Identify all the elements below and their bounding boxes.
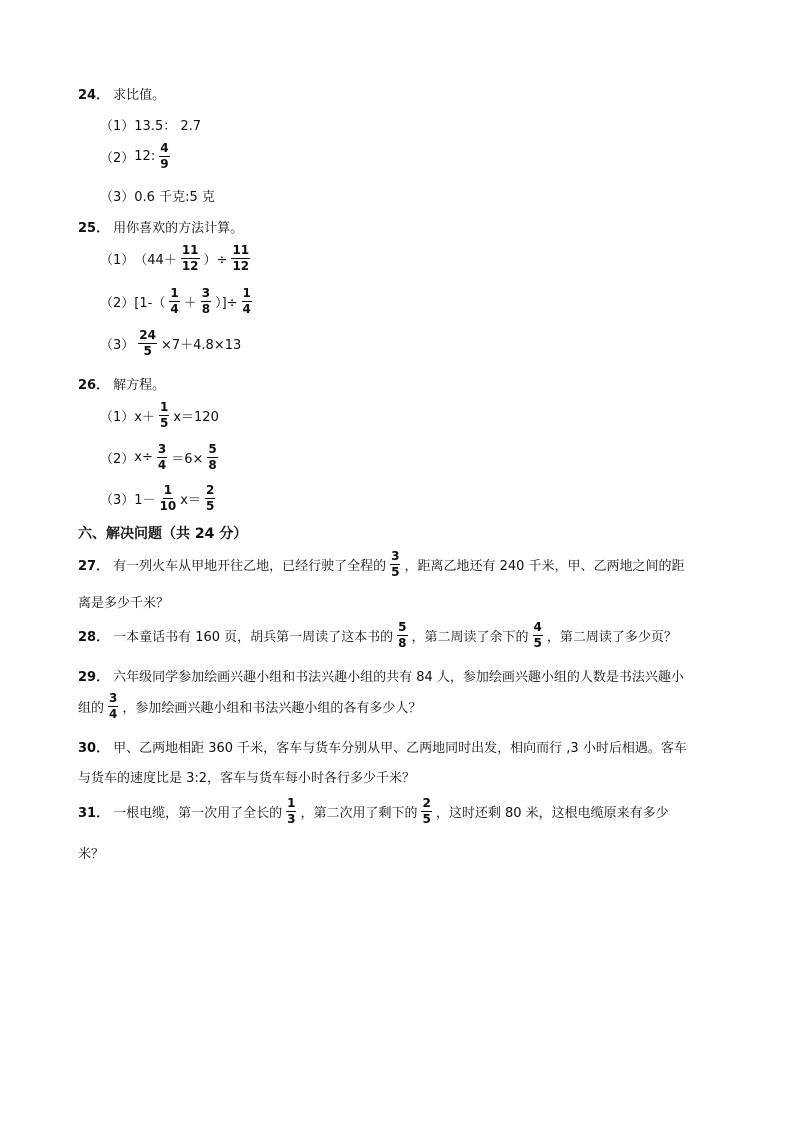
denominator: 12 (232, 259, 250, 273)
q25-item-2 (100, 287, 256, 316)
question-text: 六年级同学参加绘画兴趣小组和书法兴趣小组的共有 84 人，参加绘画兴趣小组的人数是书法兴趣小 (113, 670, 684, 685)
q25-item-3 (100, 329, 241, 358)
item-label: （1） (100, 410, 135, 425)
fraction (181, 244, 200, 273)
q26-item-2 (100, 443, 222, 472)
numerator: 11 (232, 243, 250, 257)
numerator: 4 (160, 141, 169, 155)
item-text: x＝120 (173, 410, 219, 425)
fraction (205, 484, 215, 513)
fraction (169, 287, 179, 316)
question-24-title (78, 84, 165, 103)
item-text: ＝6× (171, 452, 204, 467)
question-25-title (78, 217, 243, 236)
question-text: 米？ (78, 847, 105, 862)
numerator: 24 (139, 328, 156, 342)
question-26-title (78, 374, 165, 393)
fraction (159, 401, 169, 430)
item-label: （1） (100, 253, 135, 268)
item-label: （3） (100, 338, 135, 353)
numerator: 3 (157, 442, 167, 456)
fraction (242, 287, 252, 316)
question-27 (78, 550, 685, 579)
denominator: 8 (208, 458, 217, 472)
question-number: 29． (78, 670, 110, 685)
numerator: 1 (242, 286, 251, 300)
fraction (397, 621, 407, 650)
numerator: 2 (422, 796, 431, 810)
question-text: 求比值。 (113, 88, 166, 103)
fraction (108, 692, 118, 721)
denominator: 8 (398, 636, 407, 650)
item-label: （2） (100, 151, 135, 166)
section-title-text: 六、解决问题（共 24 分） (78, 526, 248, 542)
question-text: ，第二周读了多少页？ (546, 630, 677, 645)
question-29-cont (78, 692, 421, 721)
denominator: 5 (391, 565, 400, 579)
item-label: （3） (100, 190, 135, 205)
item-text: [1-（ (134, 296, 166, 311)
item-text: 12: (134, 149, 156, 164)
item-label: （1） (100, 119, 135, 134)
question-text: 有一列火车从甲地开往乙地，已经行驶了全程的 (113, 559, 387, 574)
item-text: x＝ (180, 493, 201, 508)
q24-item-3 (100, 186, 215, 205)
item-label: （2） (100, 296, 135, 311)
question-27-cont (78, 592, 169, 611)
question-number: 27． (78, 559, 110, 574)
question-28 (78, 621, 677, 650)
fraction (207, 443, 217, 472)
question-number: 24． (78, 88, 110, 103)
numerator: 3 (391, 549, 400, 563)
numerator: 5 (398, 620, 407, 634)
denominator: 12 (181, 259, 199, 273)
item-text: x＋ (134, 410, 155, 425)
denominator: 4 (157, 458, 167, 472)
question-31-cont (78, 843, 104, 862)
denominator: 5 (422, 812, 431, 826)
fraction (421, 797, 431, 826)
question-text: ，第二次用了剩下的 (300, 806, 418, 821)
question-text: ，第二周读了余下的 (411, 630, 529, 645)
question-text: 离是多少千米？ (78, 596, 170, 611)
numerator: 1 (163, 483, 173, 497)
denominator: 8 (201, 302, 211, 316)
question-30-cont (78, 767, 415, 786)
numerator: 3 (109, 691, 118, 705)
fraction (286, 797, 296, 826)
numerator: 2 (205, 483, 215, 497)
item-text: 1－ (134, 493, 156, 508)
question-30 (78, 737, 687, 756)
fraction (138, 329, 157, 358)
q26-item-3 (100, 484, 219, 513)
question-31 (78, 797, 669, 826)
fraction (201, 287, 211, 316)
question-text: 与货车的速度比是 3:2，客车与货车每小时各行多少千米？ (78, 771, 416, 786)
q24-item-2 (100, 142, 174, 171)
item-text: ）÷ (203, 253, 228, 268)
fraction (159, 142, 169, 171)
denominator: 3 (287, 812, 296, 826)
denominator: 5 (159, 416, 169, 430)
section-title (78, 523, 247, 543)
denominator: 4 (242, 302, 251, 316)
item-label: （3） (100, 493, 135, 508)
question-number: 28． (78, 630, 110, 645)
item-text: ×7＋4.8×13 (160, 338, 242, 353)
numerator: 3 (201, 286, 211, 300)
fraction (157, 443, 167, 472)
q25-item-1 (100, 244, 254, 273)
numerator: 4 (533, 620, 542, 634)
item-text: 0.6 千克:5 克 (134, 190, 215, 205)
denominator: 5 (533, 636, 542, 650)
fraction (231, 244, 250, 273)
fraction (390, 550, 400, 579)
question-text: 组的 (78, 701, 105, 716)
question-text: ，这时还剩 80 米，这根电缆原来有多少 (435, 806, 669, 821)
fraction (533, 621, 543, 650)
numerator: 1 (159, 400, 169, 414)
q24-item-1 (100, 115, 201, 134)
question-text: 一根电缆，第一次用了全长的 (113, 806, 283, 821)
item-text: 13.5： 2.7 (134, 119, 202, 134)
numerator: 11 (181, 243, 199, 257)
question-text: ，距离乙地还有 240 千米，甲、乙两地之间的距 (404, 559, 685, 574)
question-text: 甲、乙两地相距 360 千米，客车与货车分别从甲、乙两地同时出发，相向而行 ,3 小时后相遇。客车 (113, 741, 687, 756)
fraction (160, 484, 177, 513)
denominator: 4 (170, 302, 179, 316)
question-number: 25． (78, 221, 110, 236)
item-text: ）]÷ (215, 296, 238, 311)
question-number: 31． (78, 806, 110, 821)
item-label: （2） (100, 452, 135, 467)
numerator: 1 (170, 286, 179, 300)
denominator: 10 (159, 499, 177, 513)
question-number: 26． (78, 378, 110, 393)
question-29 (78, 666, 684, 685)
question-text: 一本童话书有 160 页，胡兵第一周读了这本书的 (113, 630, 394, 645)
question-text: ，参加绘画兴趣小组和书法兴趣小组的各有多少人？ (122, 701, 422, 716)
q26-item-1 (100, 401, 219, 430)
numerator: 5 (208, 442, 217, 456)
question-text: 解方程。 (113, 378, 166, 393)
denominator: 4 (109, 707, 118, 721)
denominator: 5 (143, 344, 152, 358)
question-text: 用你喜欢的方法计算。 (113, 221, 244, 236)
item-text: x÷ (134, 450, 153, 465)
item-text: ＋ (183, 296, 197, 311)
denominator: 5 (205, 499, 215, 513)
question-number: 30． (78, 741, 110, 756)
item-text: （44＋ (134, 253, 177, 268)
denominator: 9 (160, 157, 169, 171)
numerator: 1 (287, 796, 296, 810)
